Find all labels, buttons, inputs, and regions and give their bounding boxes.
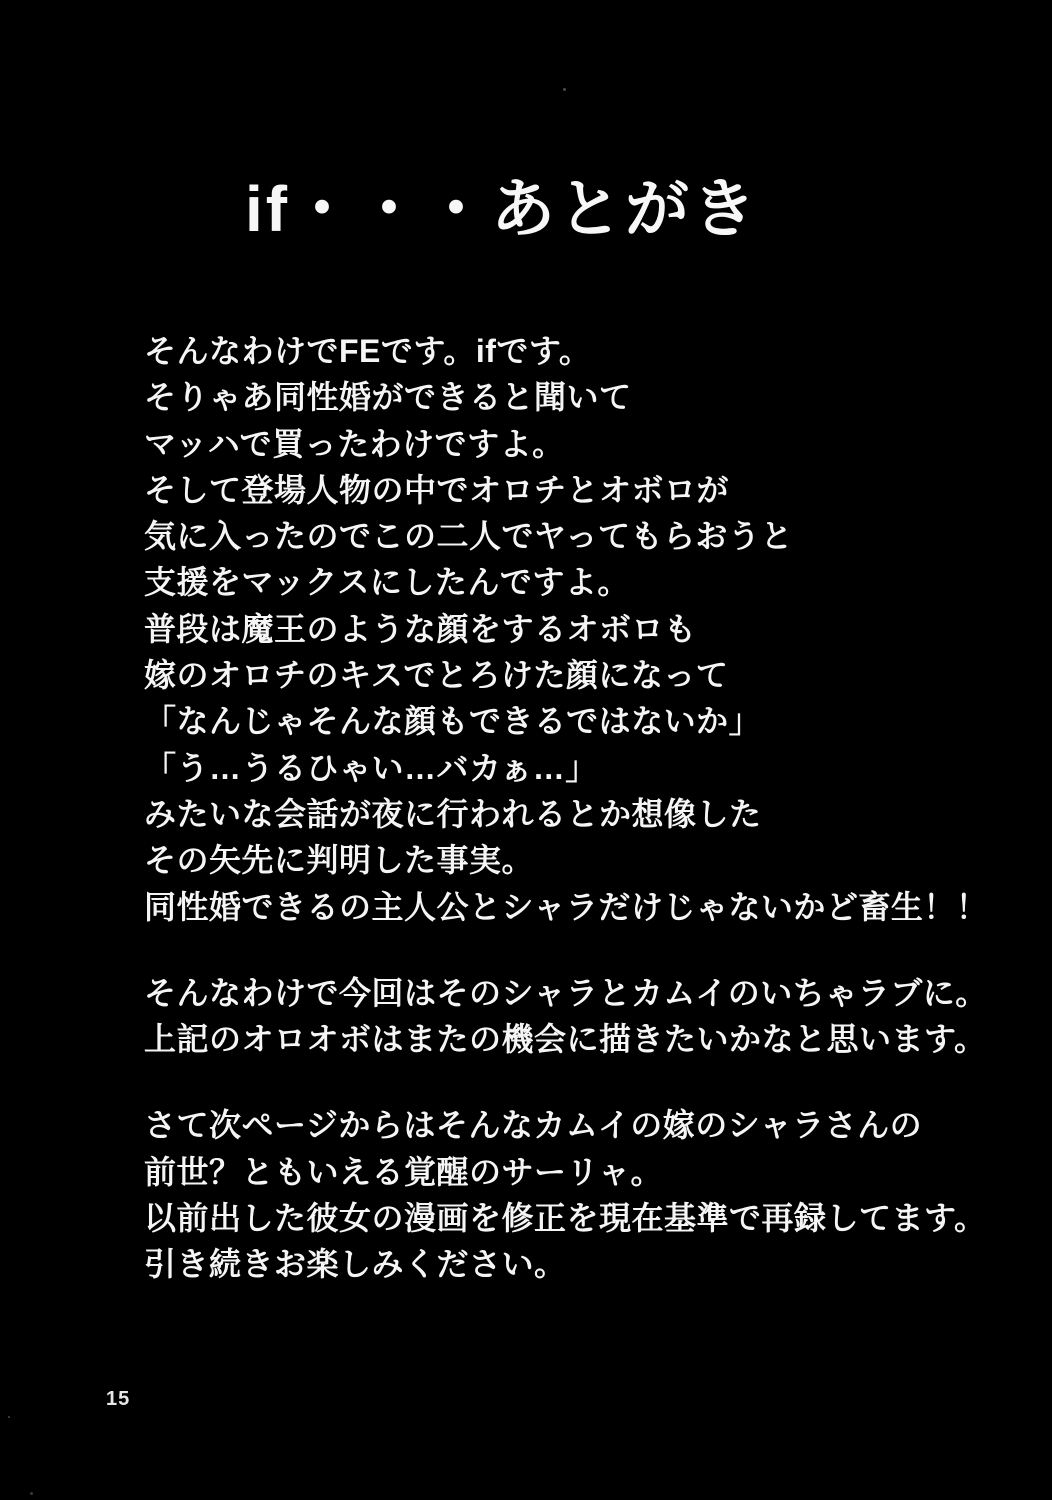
paragraph-1: [144, 328, 1004, 930]
text-line: 以前出した彼女の漫画を修正を現在基準で再録してます。: [144, 1200, 987, 1237]
text-line: そんなわけでFEです。ifです。: [144, 333, 592, 369]
text-line: 嫁のオロチのキスでとろけた顔になって: [144, 657, 729, 694]
scan-speck: [30, 1492, 33, 1495]
scan-speck: [8, 1416, 10, 1418]
text-line: みたいな会話が夜に行われるとか想像した: [144, 795, 762, 832]
text-line: そりゃあ同性婚ができると聞いて: [144, 379, 632, 416]
text-line: 引き続きお楽しみください。: [144, 1246, 567, 1283]
paragraph-3: [144, 1102, 1004, 1287]
text-line: そして登場人物の中でオロチとオボロが: [144, 471, 730, 508]
page-title: if・・・あとがき: [244, 173, 760, 245]
text-line: マッハで買ったわけですよ。: [144, 425, 565, 462]
text-line: そんなわけで今回はそのシャラとカムイのいちゃラブに。: [144, 974, 988, 1011]
text-line: 同性婚できるの主人公とシャラだけじゃないかど畜生！！: [144, 888, 989, 925]
paragraph-2: [144, 970, 1004, 1063]
text-line: 前世？ともいえる覚醒のサーリャ。: [144, 1153, 664, 1190]
scan-speck: [563, 88, 566, 91]
afterword-body: [144, 328, 1004, 1328]
text-line: 気に入ったのでこの二人でヤってもらおうと: [144, 518, 794, 555]
text-line: 上記のオロオボはまたの機会に描きたいかなと思います。: [144, 1021, 987, 1058]
page-number: 15: [106, 1388, 131, 1410]
text-line: さて次ページからはそんなカムイの嫁のシャラさんの: [144, 1107, 923, 1144]
text-line: 支援をマックスにしたんですよ。: [144, 564, 630, 601]
text-line: 普段は魔王のような顔をするオボロも: [144, 610, 697, 647]
text-line: 「う…うるひゃい…バカぁ…」: [144, 749, 598, 786]
text-line: その矢先に判明した事実。: [144, 842, 535, 879]
text-line: 「なんじゃそんな顔もできるではないか」: [144, 703, 762, 740]
